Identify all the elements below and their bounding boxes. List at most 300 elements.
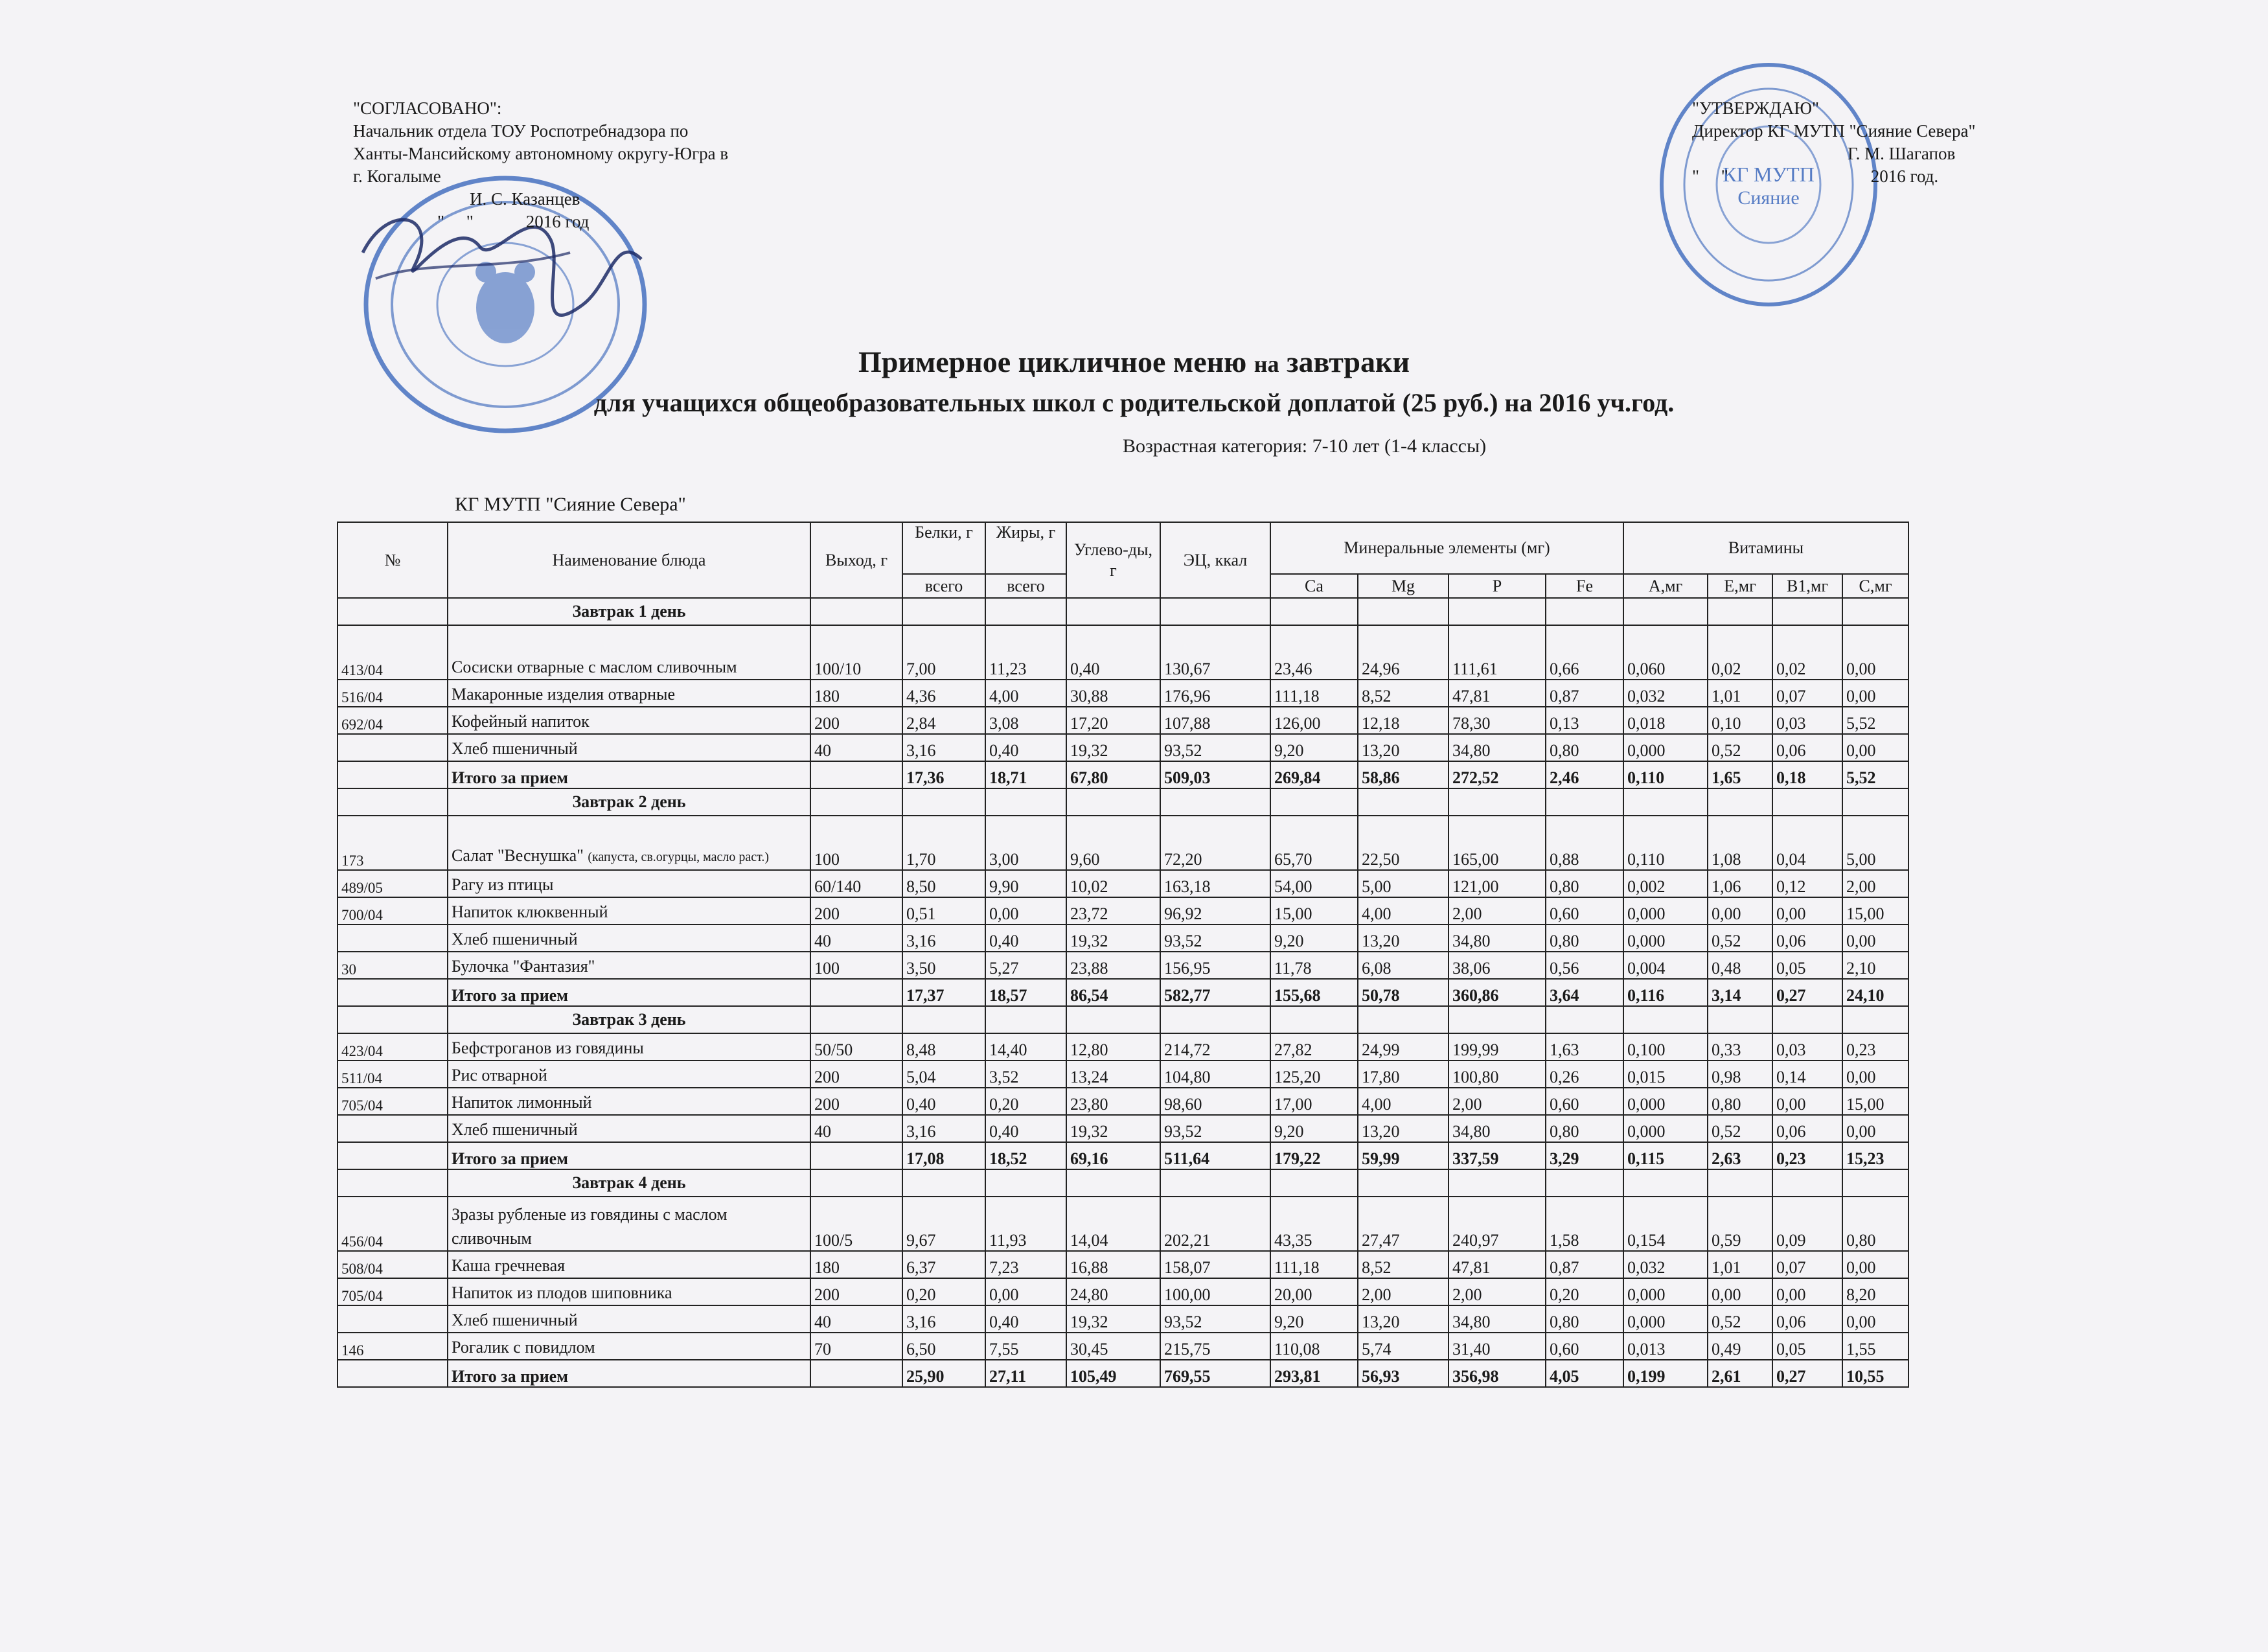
recipe-code xyxy=(338,1115,448,1142)
header-fat: Жиры, г xyxy=(985,522,1066,574)
recipe-code: 489/05 xyxy=(338,870,448,897)
dish-yield: 50/50 xyxy=(810,1033,902,1061)
approval-left-date: " " 2016 год xyxy=(437,212,590,231)
day-empty-cell xyxy=(810,1006,902,1033)
value-protein: 8,50 xyxy=(902,870,985,897)
dish-name: Рагу из птицы xyxy=(448,870,810,897)
total-ca: 269,84 xyxy=(1270,761,1358,788)
value-protein: 3,50 xyxy=(902,952,985,979)
value-fat: 0,40 xyxy=(985,924,1066,952)
value-fat: 0,20 xyxy=(985,1088,1066,1115)
approval-left-signer: И. С. Казанцев xyxy=(470,189,580,209)
day-empty-cell xyxy=(1708,788,1772,816)
value-carbs: 0,40 xyxy=(1066,625,1160,680)
total-energy: 509,03 xyxy=(1160,761,1270,788)
value-carbs: 24,80 xyxy=(1066,1278,1160,1305)
value-ca: 9,20 xyxy=(1270,734,1358,761)
day-empty-cell xyxy=(902,1006,985,1033)
day-empty-cell xyxy=(1449,788,1546,816)
recipe-code: 173 xyxy=(338,816,448,870)
value-c: 0,00 xyxy=(1842,625,1908,680)
day-empty-cell xyxy=(1623,788,1708,816)
dish-yield: 200 xyxy=(810,1278,902,1305)
approval-left-line1: "СОГЛАСОВАНО": xyxy=(353,98,502,118)
table-row xyxy=(338,1088,1908,1115)
value-a: 0,000 xyxy=(1623,1278,1708,1305)
value-carbs: 12,80 xyxy=(1066,1033,1160,1061)
value-protein: 9,67 xyxy=(902,1197,985,1251)
header-mg: Mg xyxy=(1358,574,1449,598)
day-empty-cell xyxy=(1842,788,1908,816)
value-protein: 0,51 xyxy=(902,897,985,924)
value-c: 15,00 xyxy=(1842,1088,1908,1115)
value-ca: 9,20 xyxy=(1270,1305,1358,1333)
day-header-row xyxy=(338,1169,1908,1197)
value-a: 0,004 xyxy=(1623,952,1708,979)
day-empty-cell xyxy=(810,1169,902,1197)
value-carbs: 19,32 xyxy=(1066,924,1160,952)
value-fe: 0,26 xyxy=(1546,1061,1623,1088)
total-e: 1,65 xyxy=(1708,761,1772,788)
header-ca: Ca xyxy=(1270,574,1358,598)
total-e: 3,14 xyxy=(1708,979,1772,1006)
dish-name: Хлеб пшеничный xyxy=(448,924,810,952)
table-row xyxy=(338,924,1908,952)
header-vit-c: C,мг xyxy=(1842,574,1908,598)
dish-name: Каша гречневая xyxy=(448,1251,810,1278)
value-c: 0,00 xyxy=(1842,1305,1908,1333)
dish-yield: 200 xyxy=(810,707,902,734)
dish-name: Кофейный напиток xyxy=(448,707,810,734)
value-mg: 24,96 xyxy=(1358,625,1449,680)
value-ca: 15,00 xyxy=(1270,897,1358,924)
dish-yield: 200 xyxy=(810,1061,902,1088)
day-empty-cell xyxy=(1358,788,1449,816)
value-p: 47,81 xyxy=(1449,680,1546,707)
value-energy: 156,95 xyxy=(1160,952,1270,979)
value-a: 0,015 xyxy=(1623,1061,1708,1088)
dish-yield: 180 xyxy=(810,680,902,707)
value-carbs: 16,88 xyxy=(1066,1251,1160,1278)
value-e: 0,52 xyxy=(1708,1305,1772,1333)
day-code-cell xyxy=(338,1006,448,1033)
value-protein: 3,16 xyxy=(902,1305,985,1333)
value-p: 2,00 xyxy=(1449,1088,1546,1115)
recipe-code xyxy=(338,734,448,761)
value-b1: 0,07 xyxy=(1772,1251,1842,1278)
value-fe: 0,20 xyxy=(1546,1278,1623,1305)
value-fat: 0,40 xyxy=(985,1305,1066,1333)
total-mg: 56,93 xyxy=(1358,1360,1449,1387)
day-empty-cell xyxy=(1270,598,1358,625)
total-yield-cell xyxy=(810,979,902,1006)
value-fe: 0,60 xyxy=(1546,1333,1623,1360)
value-protein: 2,84 xyxy=(902,707,985,734)
table-row xyxy=(338,1033,1908,1061)
value-e: 0,52 xyxy=(1708,734,1772,761)
value-energy: 215,75 xyxy=(1160,1333,1270,1360)
day-title: Завтрак 3 день xyxy=(448,1006,810,1033)
value-mg: 8,52 xyxy=(1358,680,1449,707)
total-carbs: 69,16 xyxy=(1066,1142,1160,1169)
value-e: 0,49 xyxy=(1708,1333,1772,1360)
value-fat: 0,40 xyxy=(985,1115,1066,1142)
value-c: 5,52 xyxy=(1842,707,1908,734)
value-mg: 5,00 xyxy=(1358,870,1449,897)
value-b1: 0,06 xyxy=(1772,734,1842,761)
value-mg: 8,52 xyxy=(1358,1251,1449,1278)
day-code-cell xyxy=(338,598,448,625)
total-code-cell xyxy=(338,1142,448,1169)
total-p: 360,86 xyxy=(1449,979,1546,1006)
value-mg: 22,50 xyxy=(1358,816,1449,870)
value-ca: 126,00 xyxy=(1270,707,1358,734)
value-b1: 0,03 xyxy=(1772,707,1842,734)
table-row xyxy=(338,1278,1908,1305)
value-fe: 1,58 xyxy=(1546,1197,1623,1251)
value-carbs: 23,72 xyxy=(1066,897,1160,924)
day-empty-cell xyxy=(902,598,985,625)
total-row xyxy=(338,1360,1908,1387)
total-b1: 0,23 xyxy=(1772,1142,1842,1169)
value-c: 2,10 xyxy=(1842,952,1908,979)
header-yield: Выход, г xyxy=(810,522,902,598)
value-fat: 0,00 xyxy=(985,1278,1066,1305)
dish-yield: 70 xyxy=(810,1333,902,1360)
day-empty-cell xyxy=(1066,788,1160,816)
value-protein: 6,37 xyxy=(902,1251,985,1278)
value-fe: 0,80 xyxy=(1546,1115,1623,1142)
total-fat: 18,52 xyxy=(985,1142,1066,1169)
dish-name: Булочка "Фантазия" xyxy=(448,952,810,979)
table-row xyxy=(338,897,1908,924)
day-code-cell xyxy=(338,1169,448,1197)
value-energy: 130,67 xyxy=(1160,625,1270,680)
value-b1: 0,14 xyxy=(1772,1061,1842,1088)
total-protein: 25,90 xyxy=(902,1360,985,1387)
day-empty-cell xyxy=(1449,1169,1546,1197)
value-e: 1,01 xyxy=(1708,680,1772,707)
value-mg: 2,00 xyxy=(1358,1278,1449,1305)
dish-note: (капуста, св.огурцы, масло раст.) xyxy=(588,850,770,864)
value-fe: 1,63 xyxy=(1546,1033,1623,1061)
dish-name: Напиток клюквенный xyxy=(448,897,810,924)
day-empty-cell xyxy=(810,598,902,625)
value-e: 0,48 xyxy=(1708,952,1772,979)
header-energy: ЭЦ, ккал xyxy=(1160,522,1270,598)
total-a: 0,110 xyxy=(1623,761,1708,788)
menu-table xyxy=(337,522,1909,1388)
day-empty-cell xyxy=(810,788,902,816)
recipe-code xyxy=(338,924,448,952)
value-ca: 9,20 xyxy=(1270,924,1358,952)
dish-name: Макаронные изделия отварные xyxy=(448,680,810,707)
value-mg: 6,08 xyxy=(1358,952,1449,979)
value-protein: 6,50 xyxy=(902,1333,985,1360)
value-fat: 3,08 xyxy=(985,707,1066,734)
total-a: 0,199 xyxy=(1623,1360,1708,1387)
total-carbs: 105,49 xyxy=(1066,1360,1160,1387)
approval-right-date-year: 2016 год. xyxy=(1870,166,1939,186)
total-carbs: 86,54 xyxy=(1066,979,1160,1006)
value-e: 0,02 xyxy=(1708,625,1772,680)
value-carbs: 30,45 xyxy=(1066,1333,1160,1360)
value-protein: 5,04 xyxy=(902,1061,985,1088)
value-energy: 93,52 xyxy=(1160,1305,1270,1333)
value-c: 5,00 xyxy=(1842,816,1908,870)
dish-name: Рис отварной xyxy=(448,1061,810,1088)
total-carbs: 67,80 xyxy=(1066,761,1160,788)
recipe-code: 456/04 xyxy=(338,1197,448,1251)
value-e: 0,52 xyxy=(1708,1115,1772,1142)
total-fe: 2,46 xyxy=(1546,761,1623,788)
table-row xyxy=(338,816,1908,870)
day-empty-cell xyxy=(985,788,1066,816)
value-e: 1,06 xyxy=(1708,870,1772,897)
value-protein: 3,16 xyxy=(902,1115,985,1142)
value-protein: 0,20 xyxy=(902,1278,985,1305)
table-row xyxy=(338,1333,1908,1360)
day-empty-cell xyxy=(985,1006,1066,1033)
value-protein: 3,16 xyxy=(902,924,985,952)
menu-table-body xyxy=(338,598,1908,1387)
page-title xyxy=(0,345,2268,379)
table-row xyxy=(338,707,1908,734)
day-empty-cell xyxy=(1708,598,1772,625)
value-a: 0,000 xyxy=(1623,1305,1708,1333)
total-row xyxy=(338,1142,1908,1169)
total-c: 24,10 xyxy=(1842,979,1908,1006)
title-main-b: на xyxy=(1254,351,1279,377)
value-energy: 202,21 xyxy=(1160,1197,1270,1251)
day-title: Завтрак 4 день xyxy=(448,1169,810,1197)
value-ca: 23,46 xyxy=(1270,625,1358,680)
value-a: 0,000 xyxy=(1623,1115,1708,1142)
total-mg: 59,99 xyxy=(1358,1142,1449,1169)
value-fat: 9,90 xyxy=(985,870,1066,897)
total-label: Итого за прием xyxy=(448,979,810,1006)
value-a: 0,100 xyxy=(1623,1033,1708,1061)
value-e: 0,00 xyxy=(1708,897,1772,924)
total-fat: 27,11 xyxy=(985,1360,1066,1387)
value-e: 0,33 xyxy=(1708,1033,1772,1061)
approval-right-signer: Г. М. Шагапов xyxy=(1848,144,1956,163)
value-a: 0,018 xyxy=(1623,707,1708,734)
day-empty-cell xyxy=(1449,598,1546,625)
value-b1: 0,05 xyxy=(1772,1333,1842,1360)
value-energy: 107,88 xyxy=(1160,707,1270,734)
table-row xyxy=(338,734,1908,761)
value-p: 47,81 xyxy=(1449,1251,1546,1278)
value-ca: 54,00 xyxy=(1270,870,1358,897)
day-header-row xyxy=(338,598,1908,625)
value-b1: 0,00 xyxy=(1772,1278,1842,1305)
value-protein: 8,48 xyxy=(902,1033,985,1061)
total-fe: 3,64 xyxy=(1546,979,1623,1006)
value-ca: 27,82 xyxy=(1270,1033,1358,1061)
total-c: 10,55 xyxy=(1842,1360,1908,1387)
day-empty-cell xyxy=(1160,1169,1270,1197)
approval-left-line3: Ханты-Мансийскому автономному округу-Югра в xyxy=(353,144,729,163)
title-main-c: завтраки xyxy=(1287,345,1410,378)
total-label: Итого за прием xyxy=(448,1360,810,1387)
value-a: 0,000 xyxy=(1623,924,1708,952)
value-e: 0,98 xyxy=(1708,1061,1772,1088)
value-fe: 0,60 xyxy=(1546,897,1623,924)
total-ca: 155,68 xyxy=(1270,979,1358,1006)
recipe-code: 423/04 xyxy=(338,1033,448,1061)
total-ca: 179,22 xyxy=(1270,1142,1358,1169)
value-ca: 20,00 xyxy=(1270,1278,1358,1305)
value-c: 0,00 xyxy=(1842,1115,1908,1142)
value-energy: 93,52 xyxy=(1160,924,1270,952)
value-b1: 0,02 xyxy=(1772,625,1842,680)
value-energy: 98,60 xyxy=(1160,1088,1270,1115)
dish-yield: 40 xyxy=(810,734,902,761)
value-b1: 0,12 xyxy=(1772,870,1842,897)
value-ca: 43,35 xyxy=(1270,1197,1358,1251)
value-b1: 0,03 xyxy=(1772,1033,1842,1061)
value-p: 34,80 xyxy=(1449,734,1546,761)
table-row xyxy=(338,680,1908,707)
value-b1: 0,06 xyxy=(1772,924,1842,952)
value-e: 1,01 xyxy=(1708,1251,1772,1278)
svg-text:Сияние: Сияние xyxy=(1737,187,1800,209)
day-title: Завтрак 2 день xyxy=(448,788,810,816)
recipe-code: 705/04 xyxy=(338,1088,448,1115)
total-energy: 582,77 xyxy=(1160,979,1270,1006)
value-c: 2,00 xyxy=(1842,870,1908,897)
total-a: 0,116 xyxy=(1623,979,1708,1006)
dish-name: Хлеб пшеничный xyxy=(448,1115,810,1142)
value-energy: 100,00 xyxy=(1160,1278,1270,1305)
value-fe: 0,87 xyxy=(1546,1251,1623,1278)
day-title: Завтрак 1 день xyxy=(448,598,810,625)
value-fat: 7,23 xyxy=(985,1251,1066,1278)
total-e: 2,61 xyxy=(1708,1360,1772,1387)
approval-left-block xyxy=(353,97,728,233)
total-code-cell xyxy=(338,761,448,788)
table-row xyxy=(338,952,1908,979)
value-mg: 27,47 xyxy=(1358,1197,1449,1251)
day-empty-cell xyxy=(1772,1006,1842,1033)
total-fe: 4,05 xyxy=(1546,1360,1623,1387)
total-ca: 293,81 xyxy=(1270,1360,1358,1387)
total-fat: 18,57 xyxy=(985,979,1066,1006)
value-protein: 4,36 xyxy=(902,680,985,707)
value-p: 240,97 xyxy=(1449,1197,1546,1251)
day-empty-cell xyxy=(1623,1006,1708,1033)
total-energy: 769,55 xyxy=(1160,1360,1270,1387)
day-empty-cell xyxy=(985,598,1066,625)
value-fat: 3,52 xyxy=(985,1061,1066,1088)
value-fe: 0,56 xyxy=(1546,952,1623,979)
total-b1: 0,18 xyxy=(1772,761,1842,788)
value-fat: 0,00 xyxy=(985,897,1066,924)
day-empty-cell xyxy=(1842,1006,1908,1033)
value-mg: 12,18 xyxy=(1358,707,1449,734)
dish-yield: 40 xyxy=(810,1115,902,1142)
value-ca: 11,78 xyxy=(1270,952,1358,979)
recipe-code: 516/04 xyxy=(338,680,448,707)
value-ca: 125,20 xyxy=(1270,1061,1358,1088)
total-row xyxy=(338,761,1908,788)
total-b1: 0,27 xyxy=(1772,1360,1842,1387)
day-empty-cell xyxy=(1546,598,1623,625)
value-c: 0,00 xyxy=(1842,680,1908,707)
value-b1: 0,07 xyxy=(1772,680,1842,707)
total-a: 0,115 xyxy=(1623,1142,1708,1169)
value-p: 34,80 xyxy=(1449,924,1546,952)
value-energy: 176,96 xyxy=(1160,680,1270,707)
value-protein: 3,16 xyxy=(902,734,985,761)
value-mg: 5,74 xyxy=(1358,1333,1449,1360)
dish-yield: 100 xyxy=(810,952,902,979)
header-num: № xyxy=(338,522,448,598)
day-empty-cell xyxy=(1842,1169,1908,1197)
value-carbs: 10,02 xyxy=(1066,870,1160,897)
header-fat-total: всего xyxy=(985,574,1066,598)
dish-name: Бефстроганов из говядины xyxy=(448,1033,810,1061)
value-fat: 7,55 xyxy=(985,1333,1066,1360)
value-energy: 93,52 xyxy=(1160,1115,1270,1142)
total-p: 337,59 xyxy=(1449,1142,1546,1169)
total-fat: 18,71 xyxy=(985,761,1066,788)
value-mg: 4,00 xyxy=(1358,897,1449,924)
value-energy: 214,72 xyxy=(1160,1033,1270,1061)
day-empty-cell xyxy=(1358,1169,1449,1197)
dish-yield: 180 xyxy=(810,1251,902,1278)
value-fe: 0,80 xyxy=(1546,924,1623,952)
value-e: 0,00 xyxy=(1708,1278,1772,1305)
day-header-row xyxy=(338,1006,1908,1033)
dish-name: Хлеб пшеничный xyxy=(448,1305,810,1333)
total-yield-cell xyxy=(810,1360,902,1387)
recipe-code: 692/04 xyxy=(338,707,448,734)
organization-name: КГ МУТП "Сияние Севера" xyxy=(455,494,686,515)
approval-left-line2: Начальник отдела ТОУ Роспотребнадзора по xyxy=(353,121,689,141)
day-empty-cell xyxy=(1358,1006,1449,1033)
value-p: 111,61 xyxy=(1449,625,1546,680)
dish-name: Хлеб пшеничный xyxy=(448,734,810,761)
value-c: 0,00 xyxy=(1842,924,1908,952)
day-empty-cell xyxy=(1708,1006,1772,1033)
value-fe: 0,80 xyxy=(1546,870,1623,897)
day-empty-cell xyxy=(1270,1169,1358,1197)
day-empty-cell xyxy=(1449,1006,1546,1033)
recipe-code xyxy=(338,1305,448,1333)
value-carbs: 19,32 xyxy=(1066,1115,1160,1142)
value-p: 121,00 xyxy=(1449,870,1546,897)
approval-right-date-quotes: " " xyxy=(1692,166,1728,186)
value-fe: 0,87 xyxy=(1546,680,1623,707)
day-empty-cell xyxy=(902,788,985,816)
total-label: Итого за прием xyxy=(448,761,810,788)
total-b1: 0,27 xyxy=(1772,979,1842,1006)
value-protein: 7,00 xyxy=(902,625,985,680)
header-vit-a: A,мг xyxy=(1623,574,1708,598)
dish-name: Зразы рубленые из говядины с маслом сливочным xyxy=(448,1197,810,1251)
approval-right-line2: Директор КГ МУТП "Сияние Севера" xyxy=(1692,121,1976,141)
header-carbs: Углево-ды, г xyxy=(1066,522,1160,598)
dish-yield: 40 xyxy=(810,1305,902,1333)
value-e: 0,59 xyxy=(1708,1197,1772,1251)
approval-left-line4: г. Когалыме xyxy=(353,166,441,186)
value-carbs: 17,20 xyxy=(1066,707,1160,734)
day-code-cell xyxy=(338,788,448,816)
total-energy: 511,64 xyxy=(1160,1142,1270,1169)
dish-yield: 60/140 xyxy=(810,870,902,897)
